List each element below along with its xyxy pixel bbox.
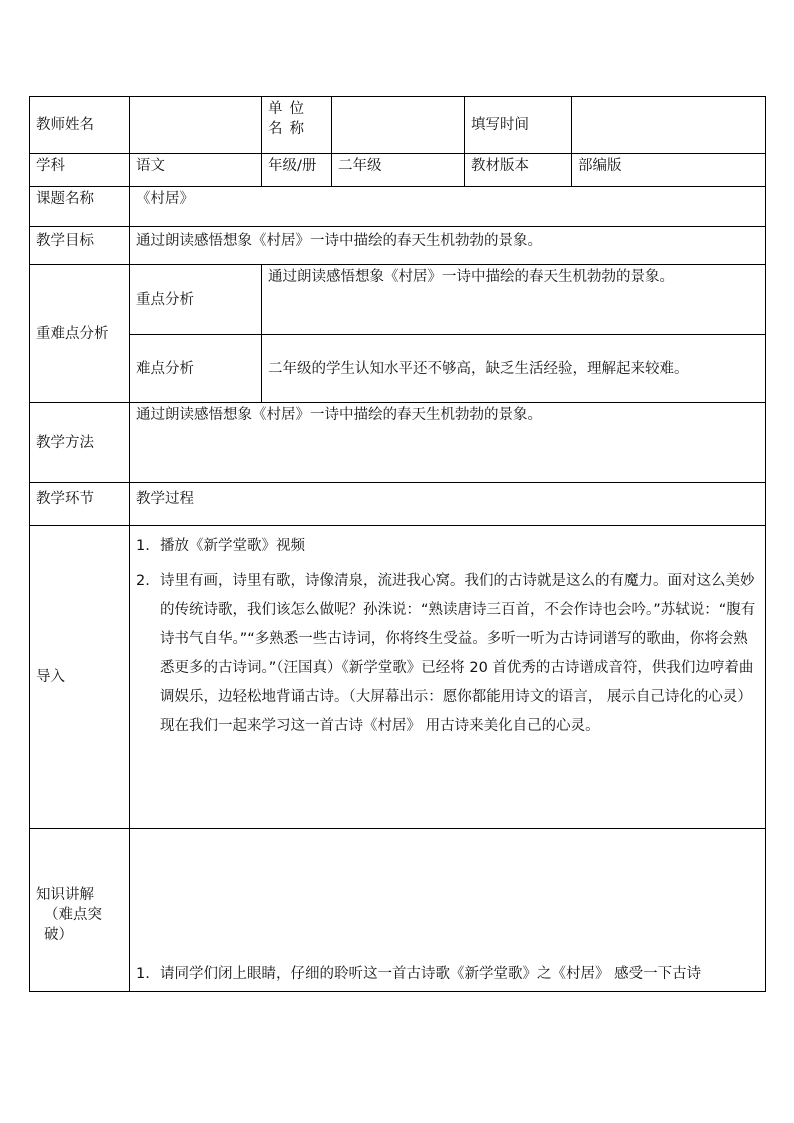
intro-row — [30, 526, 766, 829]
goal-row — [30, 227, 766, 265]
process-label: 教学环节 — [30, 483, 130, 526]
fill-time-value — [572, 97, 766, 154]
intro-label: 导入 — [30, 526, 130, 829]
method-value: 通过朗读感悟想象《村居》一诗中描绘的春天生机勃勃的景象。 — [130, 403, 766, 483]
fill-time-label: 填写时间 — [465, 97, 572, 154]
hard-point-label: 难点分析 — [130, 335, 262, 403]
process-header-row — [30, 483, 766, 526]
hard-point-value: 二年级的学生认知水平还不够高，缺乏生活经验，理解起来较难。 — [262, 335, 766, 403]
topic-value: 《村居》 — [130, 187, 766, 227]
unit-name-label: 单位名称 — [262, 97, 332, 154]
grade-label: 年级/册 — [262, 154, 332, 187]
topic-label: 课题名称 — [30, 187, 130, 227]
lesson-plan-table — [29, 96, 766, 992]
difficulty-label: 重难点分析 — [30, 265, 130, 403]
knowledge-label-line2: （难点突破） — [44, 907, 102, 943]
knowledge-label-line1: 知识讲解 — [36, 887, 94, 903]
list-item-number: 1. — [136, 538, 150, 554]
goal-value: 通过朗读感悟想象《村居》一诗中描绘的春天生机勃勃的景象。 — [130, 227, 766, 265]
topic-row — [30, 187, 766, 227]
unit-name-value — [332, 97, 465, 154]
teacher-name-label: 教师姓名 — [30, 97, 130, 154]
key-point-value: 通过朗读感悟想象《村居》一诗中描绘的春天生机勃勃的景象。 — [262, 265, 766, 335]
method-row — [30, 403, 766, 483]
knowledge-row — [30, 829, 766, 992]
list-item — [136, 960, 759, 989]
knowledge-label — [30, 829, 130, 992]
header-row-2 — [30, 154, 766, 187]
subject-label: 学科 — [30, 154, 130, 187]
list-item-number: 2. — [136, 573, 150, 589]
intro-content — [130, 526, 766, 829]
process-value: 教学过程 — [130, 483, 766, 526]
list-item-number: 1. — [136, 966, 150, 982]
list-item — [136, 532, 759, 561]
knowledge-content — [130, 829, 766, 992]
list-item-text: 请同学们闭上眼睛，仔细的聆听这一首古诗歌《新学堂歌》之《村居》 感受一下古诗 — [160, 966, 702, 982]
edition-label: 教材版本 — [465, 154, 572, 187]
subject-value: 语文 — [130, 154, 262, 187]
goal-label: 教学目标 — [30, 227, 130, 265]
knowledge-list — [136, 954, 759, 989]
list-item — [136, 567, 759, 741]
key-point-label: 重点分析 — [130, 265, 262, 335]
teacher-name-value — [130, 97, 262, 154]
intro-list — [136, 526, 759, 741]
list-item-text: 诗里有画，诗里有歌，诗像清泉，流进我心窝。我们的古诗就是这么的有魔力。面对这么美妙的传统诗歌，我们该怎么做呢？孙洙说：“熟读唐诗三百首，不会作诗也会吟。”苏轼说：“腹有诗书气自华。”“多熟悉一些古诗词，你将终生受益。多听一听为古诗词谱写的歌曲，你将会熟悉更多的古诗词。”（汪国真）《新学堂歌》已经将 20 首优秀的古诗谱成音符，供我们边哼着曲调娱乐，边轻松地背诵古诗。（大屏幕出示：愿你都能用诗文的语言， 展示自己诗化的心灵）现在我们一起来学习这一首古诗《村居》 用古诗来美化自己的心灵。 — [160, 573, 756, 734]
hard-point-row — [30, 335, 766, 403]
method-label: 教学方法 — [30, 403, 130, 483]
edition-value: 部编版 — [572, 154, 766, 187]
header-row-1 — [30, 97, 766, 154]
key-point-row — [30, 265, 766, 335]
grade-value: 二年级 — [332, 154, 465, 187]
list-item-text: 播放《新学堂歌》视频 — [160, 538, 305, 554]
